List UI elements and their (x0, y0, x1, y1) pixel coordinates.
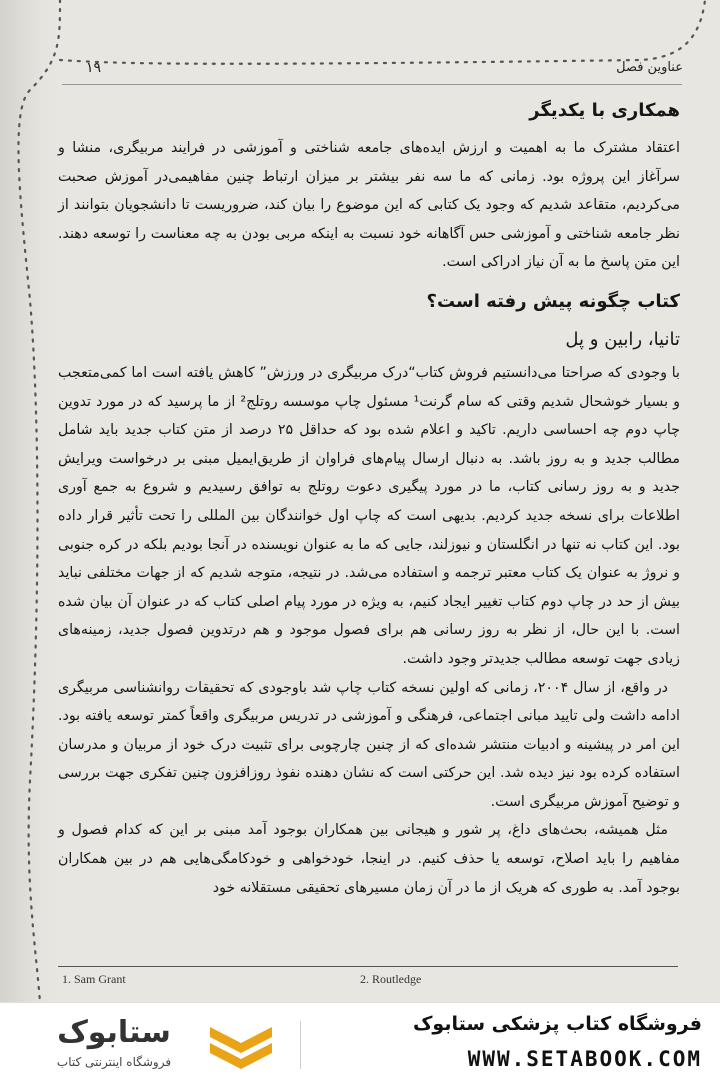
paragraph: مثل همیشه، بحث‌های داغ، پر شور و هیجانی بین همکاران بوجود آمد مبنی بر این که کدام فصول و مفاهیم را باید اصلاح، توسعه یا حذف کنیم. در اینجا، خودخواهی و خودکامگی‌هایی هم در بین همکاران بوجود آمد. به طوری که هریک از ما در آن زمان مسیرهای تحقیقی مستقلانه خود (58, 822, 680, 896)
banner-divider (300, 1021, 301, 1069)
store-banner (0, 1002, 720, 1081)
paragraph: در واقع، از سال ۲۰۰۴، زمانی که اولین نسخه کتاب چاپ شد باوجودی که تحقیقات روانشناسی مربیگری ادامه داشت ولی تایید مبانی اجتماعی، فرهنگی و آموزشی در تدریس مربیگری واقعاً کمتر توسعه یافته بود. این امر در پیشینه و ادبیات منتشر شده‌ای که از چنین چارچوبی برای تثبیت درک خود از مربیان و مدرسان استفاده کرده بود نیز دیده شد. این حرکتی است که نشان دهنده نفوذ روزافزون چنین تفکری جهت بررسی و توضیح آموزش مربیگری است. (58, 679, 680, 810)
page-number: ۱۹ (86, 60, 102, 76)
paragraph: با وجودی که صراحتا می‌دانستیم فروش کتاب“درک مربیگری در ورزش” کاهش یافته است اما کمی‌متعجب و بسیار خوشحال شدیم وقتی که سام گرنت¹ مسئول چاپ موسسه روتلج² از ما پرسید که در مورد تدوین چاپ دوم چه احساسی داریم. تاکید و اعلام شده بود که حداقل ۲۵ درصد از متن کتاب جدید باید شامل مطالب جدید و به روز باشد. به دنبال ارسال پیام‌های فراوان از طریق‌ایمیل مبنی بر درخواست ویرایش جدید و به روز رسانی کتاب، ما در مورد پیگیری دعوت روتلج به توافق رسیدیم و شروع به جمع آوری اطلاعات برای نسخه جدید کردیم. بدیهی است که چاپ اول خوانندگان بین المللی را تحت تأثیر قرار داده بود. این کتاب نه تنها در انگلستان و نیوزلند، جایی که ما به عنوان نویسنده در آنجا بودیم بلکه در کره جنوبی و نروژ به عنوان یک کتاب معتبر ترجمه و استفاده می‌شد. در نتیجه، متوجه شدیم که از جهات مختلفی نباید بیش از حد در چاپ دوم کتاب تغییر ایجاد کنیم، به ویژه در مورد پیام اصلی کتاب که در عنوان آن بیان شده است. با این حال، از نظر به روز رسانی هم برای فصول موجود و هم درتدوین فصول جدید، زمینه‌های زیادی جهت توسعه مطالب جدیدتر وجود داشت. (58, 364, 681, 667)
page-body (58, 86, 680, 902)
store-logo-text: ستابوک (57, 1015, 171, 1050)
running-header (58, 60, 683, 84)
store-url-link[interactable]: WWW.SETABOOK.COM (467, 1047, 702, 1071)
section-heading-collaboration: همکاری با یکدیگر (529, 100, 680, 121)
chevron-logo-icon (204, 1023, 278, 1069)
footnote-1: 1. Sam Grant (62, 972, 126, 986)
authors-subheading: تانیا، رابین و پل (565, 328, 680, 350)
chapter-title: عناوین فصل (616, 60, 683, 75)
footnotes (62, 970, 682, 992)
footnote-rule (58, 966, 678, 967)
paragraph: اعتقاد مشترک ما به اهمیت و ارزش ایده‌های جامعه شناختی و آموزشی در فرایند مربیگری، منشا و سرآغاز این پروژه بود. زمانی که ما سه نفر بیشتر بر میزان ارتباط چنین مفاهیمی‌در آموزش صحبت می‌کردیم، متقاعد شدیم که وجود یک کتابی که این موضوع را بیان کند، ضروریست تا دانشجویان بتوانند از نظر جامعه شناختی و آموزشی حس آگاهانه خود نسبت به اینکه مربی بودن به چه معناست را توسعه دهند. این متن پاسخ ما به آن نیاز ادراکی است. (58, 140, 680, 271)
header-rule (62, 84, 682, 85)
footnote-2: 2. Routledge (360, 972, 422, 986)
store-name: فروشگاه کتاب پزشکی ستابوک (412, 1013, 702, 1035)
store-logo-tagline: فروشگاه اینترنتی کتاب (56, 1055, 172, 1069)
section-heading-progress: کتاب چگونه پیش رفته است؟ (426, 290, 680, 312)
